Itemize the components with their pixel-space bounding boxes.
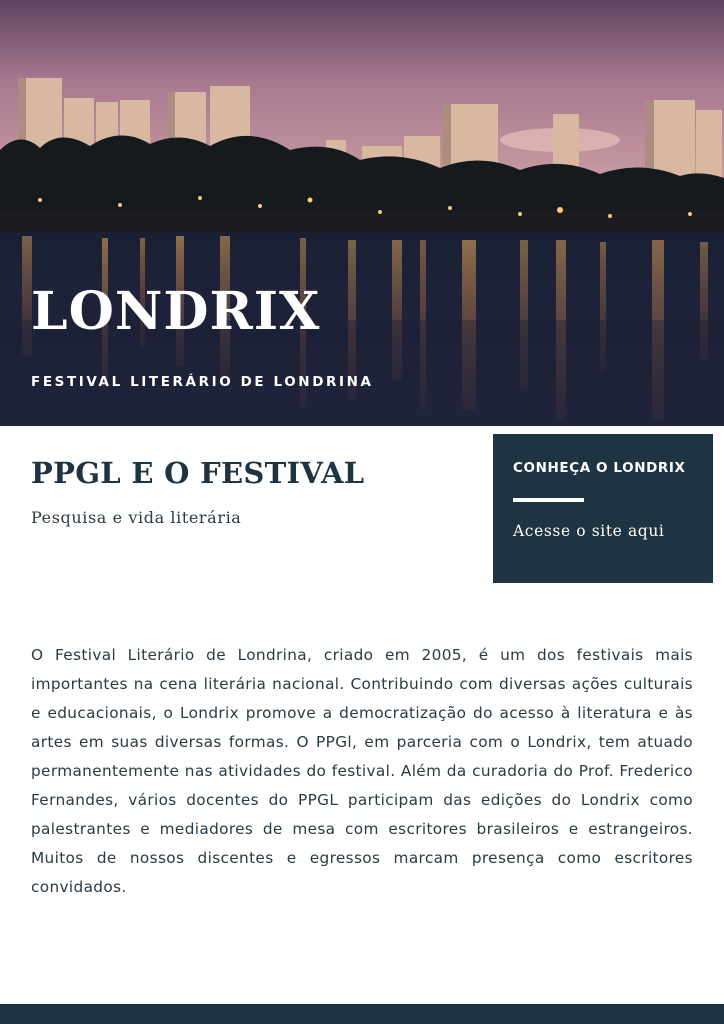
section-title: PPGL E O FESTIVAL [31, 456, 365, 490]
footer-bar [0, 1004, 724, 1024]
cta-divider [513, 498, 584, 502]
cta-heading: CONHEÇA O LONDRIX [513, 460, 686, 476]
hero-banner [0, 0, 724, 426]
site-link[interactable]: Acesse o site aqui [513, 522, 665, 540]
body-paragraph: O Festival Literário de Londrina, criado em 2005, é um dos festivais mais importantes na cena literária nacional. Contribuindo com diversas ações culturais e educacionais, o Londrix promove a democratização do acesso à literatura e às artes em suas diversas formas. O PPGl, em parceria com o Londrix, tem atuado permanentemente nas atividades do festival. Além da curadoria do Prof. Frederico Fernandes, vários docentes do PPGL participam das edições do Londrix como palestrantes e mediadores de mesa com escritores brasileiros e estrangeiros. Muitos de nossos discentes e egressos marcam presença como escritores convidados. [31, 646, 693, 896]
city-skyline-photo [0, 0, 724, 426]
hero-title: LONDRIX [31, 281, 321, 342]
section-subtitle: Pesquisa e vida literária [31, 508, 242, 527]
cta-box [493, 434, 713, 583]
hero-subtitle: FESTIVAL LITERÁRIO DE LONDRINA [31, 374, 374, 390]
